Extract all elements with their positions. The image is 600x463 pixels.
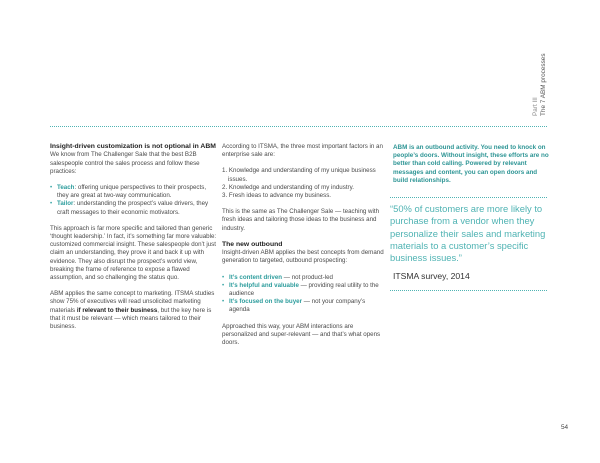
quote-citation: ITSMA survey, 2014 bbox=[393, 271, 470, 281]
column2-paragraph-3: Insight-driven ABM applies the best concepts from demand generation to targeted, outbound prospecting: bbox=[222, 249, 384, 265]
list-item bbox=[222, 298, 384, 314]
list-item bbox=[50, 184, 218, 200]
para3-bold: if relevant to their business bbox=[76, 306, 158, 314]
bullet-term: It’s helpful and valuable bbox=[229, 281, 299, 289]
part-number: Part III bbox=[532, 97, 539, 116]
quote-divider-top bbox=[390, 197, 547, 198]
column2-paragraph-4: Approached this way, your ABM interactions are personalized and super-relevant — and that’s what opens doors. bbox=[222, 322, 381, 347]
bullet-text: — not your company’s agenda bbox=[229, 298, 366, 314]
bullet-term: Teach bbox=[57, 184, 75, 192]
pull-quote: “50% of customers are more likely to purchase from a vendor when they personalize their sales and marketing materials to a customer’s specific business issues.” bbox=[390, 203, 546, 264]
column2-paragraph-2: This is the same as The Challenger Sale — teaching with fresh ideas and tailoring those ideas to the business and industry. bbox=[222, 208, 380, 232]
factors-list bbox=[222, 167, 384, 200]
outbound-list bbox=[222, 274, 384, 315]
column1-paragraph-3 bbox=[50, 290, 218, 331]
list-item: 1. Knowledge and understanding of my unique business issues. bbox=[222, 167, 376, 183]
bullet-text: — not product-led bbox=[282, 273, 333, 281]
para3-text-end: , but the key here is that it must be relevant — which means tailored to their business. bbox=[50, 306, 212, 331]
section-label bbox=[524, 44, 556, 116]
bullet-text: : offering unique perspectives to their prospects, they are great at two-way communication. bbox=[57, 184, 207, 200]
bullet-term: It’s content driven bbox=[229, 273, 283, 281]
bullet-text: : understanding the prospect’s value drivers, they craft messages to their economic motivators. bbox=[57, 200, 209, 216]
list-item: 3. Fresh ideas to advance my business. bbox=[222, 192, 332, 200]
bullet-text: — providing real utility to the audience bbox=[229, 281, 379, 298]
page-number: 54 bbox=[561, 424, 569, 431]
column1-heading: Insight-driven customization is not optional in ABM bbox=[50, 143, 216, 150]
column2-intro: According to ITSMA, the three most important factors in an enterprise sale are: bbox=[222, 143, 383, 159]
column2-subheading: The new outbound bbox=[222, 240, 283, 248]
column-1 bbox=[50, 143, 218, 331]
bullet-term: Tailor bbox=[57, 200, 74, 208]
part-title: The 7 ABM processes bbox=[540, 53, 547, 116]
callout-text: ABM is an outbound activity. You need to knock on people’s doors. Without insight, these efforts are no better than cold calling. Powered by relevant messages and content, you can open doors and build relationships. bbox=[393, 144, 549, 184]
bullet-term: It’s focused on the buyer bbox=[229, 298, 302, 306]
list-item bbox=[50, 200, 218, 216]
quote-divider-bottom bbox=[390, 290, 547, 291]
list-item bbox=[222, 274, 384, 282]
para3-text-start: ABM applies the same concept to marketing. ITSMA studies show 75% of executives will read unsolicited marketing materials bbox=[50, 290, 215, 314]
column-2 bbox=[222, 143, 384, 347]
column1-intro: We know from The Challenger Sale that the best B2B salespeople control the sales process and follow these practices: bbox=[50, 151, 200, 175]
column1-paragraph-2: This approach is far more specific and tailored than generic ‘thought leadership.’ In fact, it’s something far more valuable: customized commercial insight. These salespeople don’t just claim an understanding, they prove it and back it up with evidence. They also disrupt the prospect’s world view, breaking the frame of reference to expose a flawed assumption, and so challenging the status quo. bbox=[50, 224, 217, 282]
top-divider bbox=[50, 126, 547, 127]
list-item: 2. Knowledge and understanding of my industry. bbox=[222, 183, 354, 191]
practices-list bbox=[50, 184, 218, 217]
list-item bbox=[222, 282, 384, 298]
